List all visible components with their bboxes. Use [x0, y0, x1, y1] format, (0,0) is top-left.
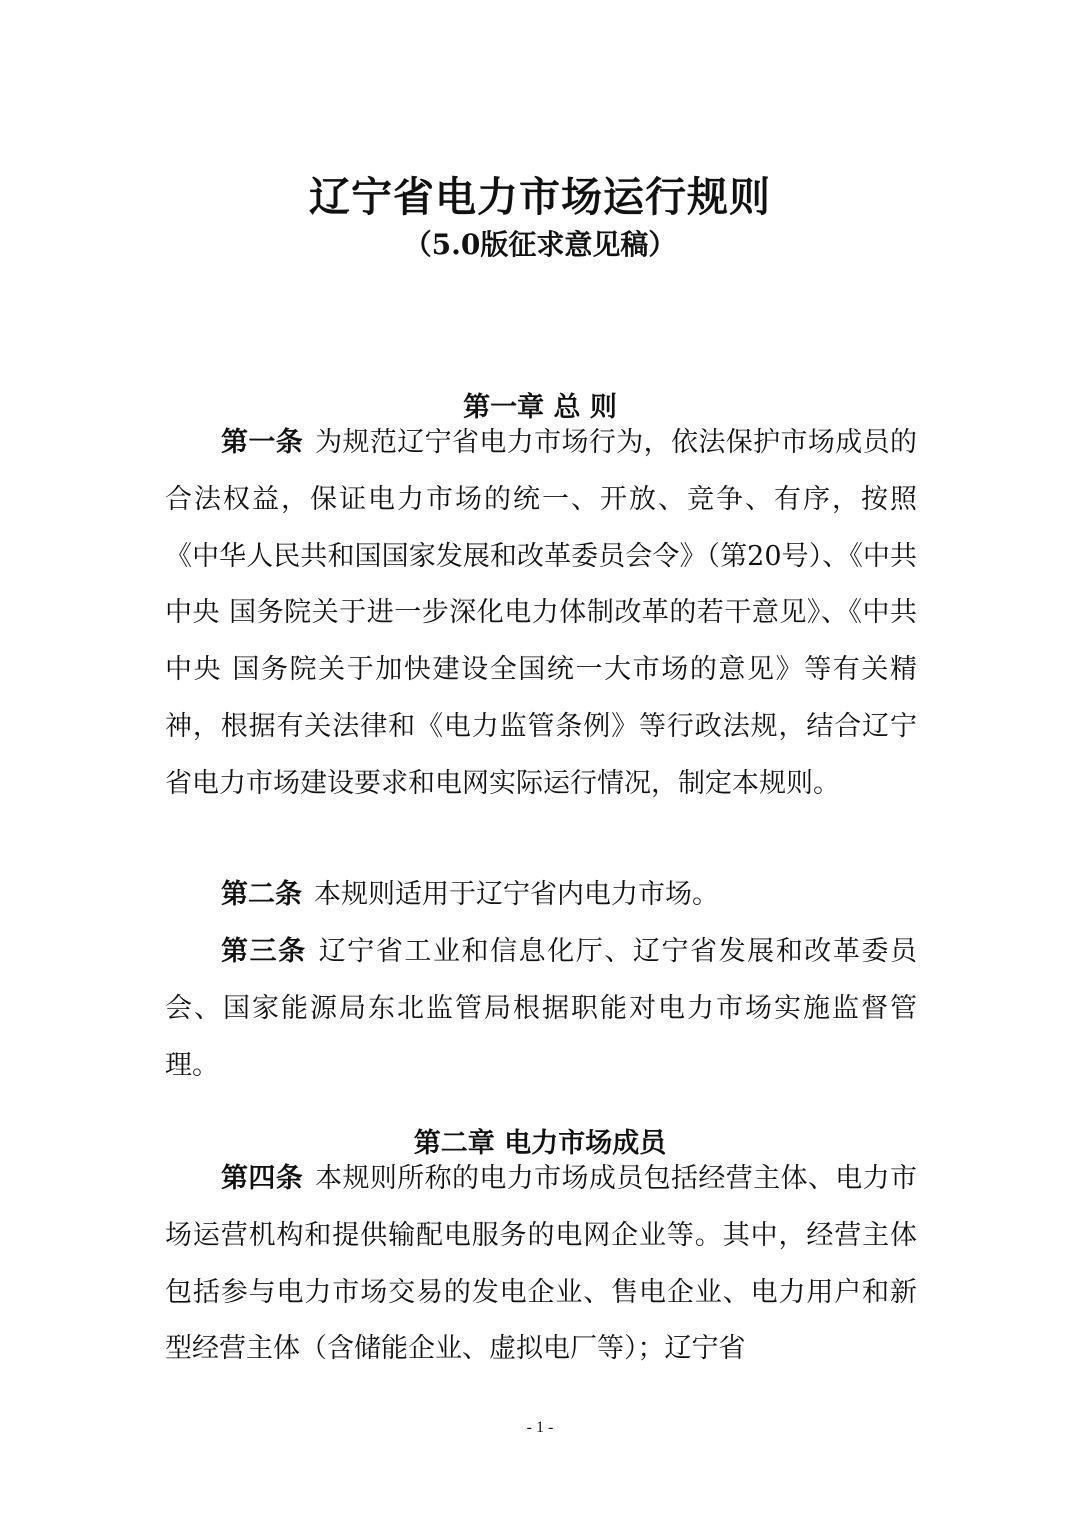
chapter-heading: 第一章 总 则: [463, 392, 617, 424]
article-label: 第四条: [221, 1163, 304, 1194]
article-text: 为规范辽宁省电力市场行为，依法保护市场成员的合法权益，保证电力市场的统一、开放、竞争、有序，按照《中华人民共和国国家发展和改革委员会令》（第20号）、《中共中央 国务院关于进一步深化电力体制改革的若干意见》、《中共中央 国务院关于加快建设全国统一大市场的意见》等有关精神，根据有关法律和《电力监管条例》等行政法规，结合辽宁省电力市场建设要求和电网实际运行情况，制定本规则。: [165, 427, 917, 799]
article-label: 第三条: [221, 936, 307, 967]
document-subtitle: （5.0版征求意见稿）: [403, 228, 677, 261]
article-paragraph: [165, 415, 917, 813]
page-number: - 1 -: [526, 1419, 554, 1436]
article-text: 本规则所称的电力市场成员包括经营主体、电力市场运营机构和提供输配电服务的电网企业等。其中，经营主体包括参与电力市场交易的发电企业、售电企业、电力用户和新型经营主体（含储能企业、虚拟电厂等）；辽宁省: [165, 1163, 917, 1365]
article-paragraph: [165, 867, 917, 924]
article-text: 本规则适用于辽宁省内电力市场。: [314, 879, 719, 910]
article-paragraph: [165, 1151, 917, 1378]
article-paragraph: [165, 924, 917, 1094]
document-title: 辽宁省电力市场运行规则: [309, 173, 771, 222]
article-text: 辽宁省工业和信息化厅、辽宁省发展和改革委员会、国家能源局东北监管局根据职能对电力市场实施监督管理。: [165, 936, 918, 1081]
chapter-heading: 第二章 电力市场成员: [413, 1128, 667, 1160]
article-label: 第二条: [221, 879, 302, 910]
article-label: 第一条: [221, 427, 304, 458]
